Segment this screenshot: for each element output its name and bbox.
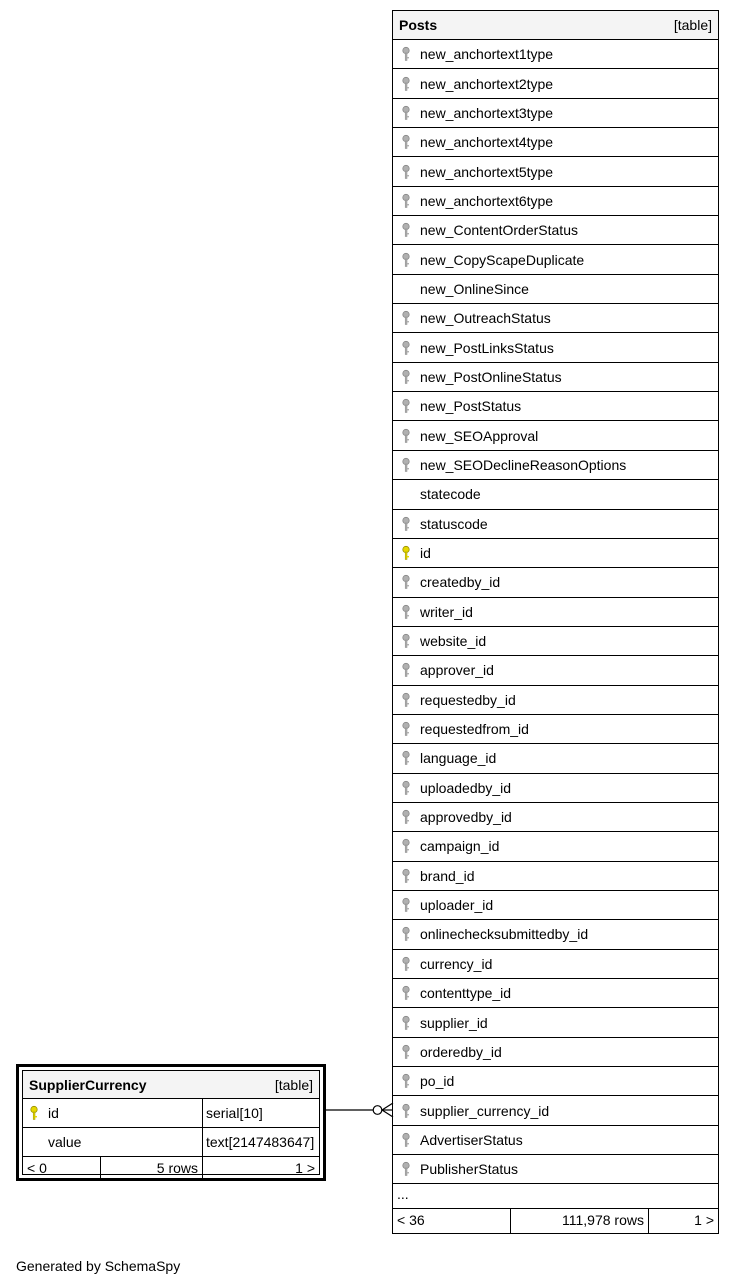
- column-name: website_id: [420, 633, 487, 650]
- foreign-key-icon: [401, 310, 415, 326]
- suppliercurrency-column-row[interactable]: [23, 1128, 319, 1157]
- foreign-key-icon: [401, 428, 415, 444]
- posts-column-row[interactable]: [393, 686, 718, 715]
- foreign-key-icon: [401, 750, 415, 766]
- posts-column-row[interactable]: [393, 715, 718, 744]
- column-name: campaign_id: [420, 838, 500, 855]
- posts-column-row[interactable]: [393, 1126, 718, 1155]
- posts-column-row[interactable]: [393, 99, 718, 128]
- column-name: statuscode: [420, 515, 488, 532]
- column-name: supplier_id: [420, 1014, 488, 1031]
- primary-key-icon: [401, 545, 415, 561]
- column-name: AdvertiserStatus: [420, 1131, 523, 1148]
- column-name: new_anchortext3type: [420, 104, 554, 121]
- foreign-key-icon: [401, 164, 415, 180]
- posts-parents-count[interactable]: < 36: [393, 1209, 511, 1233]
- foreign-key-icon: [401, 1015, 415, 1031]
- posts-column-row[interactable]: [393, 128, 718, 157]
- posts-column-row[interactable]: [393, 69, 718, 98]
- posts-more-columns: ...: [393, 1184, 718, 1209]
- posts-column-row[interactable]: [393, 304, 718, 333]
- generated-by-label: Generated by SchemaSpy: [16, 1258, 181, 1274]
- posts-column-row[interactable]: [393, 157, 718, 186]
- column-name: new_OnlineSince: [420, 280, 529, 297]
- column-name: language_id: [420, 750, 497, 767]
- posts-column-row[interactable]: [393, 539, 718, 568]
- posts-row-count: 111,978 rows: [511, 1209, 649, 1233]
- posts-column-row[interactable]: [393, 40, 718, 69]
- posts-column-row[interactable]: [393, 216, 718, 245]
- foreign-key-icon: [401, 252, 415, 268]
- posts-column-row[interactable]: [393, 1096, 718, 1125]
- foreign-key-icon: [401, 222, 415, 238]
- foreign-key-icon: [401, 105, 415, 121]
- column-name: id: [48, 1105, 59, 1121]
- column-name: new_PostStatus: [420, 398, 522, 415]
- column-name: new_anchortext4type: [420, 134, 554, 151]
- column-type: text[2147483647]: [206, 1134, 315, 1150]
- column-name: brand_id: [420, 867, 475, 884]
- posts-table-name: Posts: [399, 17, 438, 33]
- posts-column-row[interactable]: [393, 891, 718, 920]
- column-name: new_anchortext2type: [420, 75, 554, 92]
- foreign-key-icon: [401, 76, 415, 92]
- foreign-key-icon: [401, 134, 415, 150]
- foreign-key-icon: [401, 721, 415, 737]
- posts-table-kind: [table]: [673, 17, 712, 33]
- foreign-key-icon: [401, 956, 415, 972]
- foreign-key-icon: [401, 809, 415, 825]
- column-name: new_SEOApproval: [420, 427, 539, 444]
- posts-column-row[interactable]: [393, 245, 718, 274]
- foreign-key-icon: [401, 868, 415, 884]
- suppliercurrency-table-name: SupplierCurrency: [29, 1076, 147, 1093]
- column-name: uploadedby_id: [420, 779, 512, 796]
- column-name: requestedby_id: [420, 691, 516, 708]
- column-name: onlinechecksubmittedby_id: [420, 926, 589, 943]
- posts-column-row[interactable]: [393, 363, 718, 392]
- foreign-key-icon: [401, 662, 415, 678]
- column-name: orderedby_id: [420, 1043, 502, 1060]
- column-name: new_SEODeclineReasonOptions: [420, 456, 627, 473]
- column-name: new_CopyScapeDuplicate: [420, 251, 585, 268]
- foreign-key-icon: [401, 516, 415, 532]
- foreign-key-icon: [401, 633, 415, 649]
- posts-column-row[interactable]: [393, 1038, 718, 1067]
- column-name: id: [420, 545, 431, 562]
- suppliercurrency-table-footer: [23, 1157, 319, 1181]
- column-name: supplier_currency_id: [420, 1102, 550, 1119]
- foreign-key-icon: [401, 926, 415, 942]
- posts-column-row[interactable]: [393, 862, 718, 891]
- posts-column-row[interactable]: [393, 392, 718, 421]
- foreign-key-icon: [401, 897, 415, 913]
- posts-column-row[interactable]: [393, 480, 718, 509]
- suppliercurrency-table-kind: [table]: [274, 1076, 313, 1093]
- posts-column-row[interactable]: [393, 832, 718, 861]
- suppliercurrency-table[interactable]: [16, 1064, 326, 1181]
- posts-children-count[interactable]: 1 >: [694, 1212, 714, 1229]
- column-name: new_anchortext5type: [420, 163, 554, 180]
- column-name: contenttype_id: [420, 985, 512, 1002]
- posts-table-header[interactable]: [393, 11, 718, 40]
- posts-column-row[interactable]: [393, 803, 718, 832]
- suppliercurrency-column-row[interactable]: [23, 1099, 319, 1128]
- foreign-key-icon: [401, 692, 415, 708]
- column-name: new_anchortext6type: [420, 192, 554, 209]
- primary-key-icon: [29, 1105, 43, 1121]
- posts-column-row[interactable]: [393, 950, 718, 979]
- foreign-key-icon: [401, 46, 415, 62]
- foreign-key-icon: [401, 1161, 415, 1177]
- posts-column-row[interactable]: [393, 598, 718, 627]
- posts-column-row[interactable]: [393, 744, 718, 773]
- foreign-key-icon: [401, 398, 415, 414]
- posts-column-list: [393, 40, 718, 1184]
- column-name: PublisherStatus: [420, 1161, 519, 1178]
- posts-column-row[interactable]: [393, 1155, 718, 1184]
- foreign-key-icon: [401, 574, 415, 590]
- suppliercurrency-table-header[interactable]: [23, 1071, 319, 1099]
- posts-column-row[interactable]: [393, 333, 718, 362]
- column-name: requestedfrom_id: [420, 721, 529, 738]
- zero-optionality-marker: [373, 1106, 382, 1115]
- column-name: new_OutreachStatus: [420, 310, 551, 327]
- posts-column-row[interactable]: [393, 979, 718, 1008]
- posts-column-row[interactable]: [393, 187, 718, 216]
- suppliercurrency-children-count[interactable]: 1 >: [295, 1160, 315, 1176]
- column-name: approver_id: [420, 662, 494, 679]
- foreign-key-icon: [401, 1103, 415, 1119]
- column-name: createdby_id: [420, 574, 501, 591]
- column-type: serial[10]: [206, 1105, 263, 1121]
- foreign-key-icon: [401, 1132, 415, 1148]
- foreign-key-icon: [401, 604, 415, 620]
- column-name: uploader_id: [420, 897, 494, 914]
- column-name: new_PostLinksStatus: [420, 339, 554, 356]
- posts-column-row[interactable]: [393, 275, 718, 304]
- column-name: statecode: [420, 486, 481, 503]
- suppliercurrency-parents-count[interactable]: < 0: [23, 1157, 101, 1181]
- foreign-key-icon: [401, 340, 415, 356]
- posts-column-row[interactable]: [393, 920, 718, 949]
- foreign-key-icon: [401, 838, 415, 854]
- posts-table[interactable]: [392, 10, 719, 1234]
- column-name: approvedby_id: [420, 809, 512, 826]
- foreign-key-icon: [401, 985, 415, 1001]
- posts-column-row[interactable]: [393, 568, 718, 597]
- column-name: new_anchortext1type: [420, 46, 554, 63]
- column-name: new_ContentOrderStatus: [420, 222, 578, 239]
- column-name: currency_id: [420, 955, 493, 972]
- posts-column-row[interactable]: [393, 774, 718, 803]
- posts-column-row[interactable]: [393, 1008, 718, 1037]
- foreign-key-icon: [401, 193, 415, 209]
- foreign-key-icon: [401, 1044, 415, 1060]
- column-name: po_id: [420, 1073, 455, 1090]
- column-name: value: [48, 1134, 82, 1150]
- suppliercurrency-row-count: 5 rows: [101, 1157, 203, 1181]
- foreign-key-icon: [401, 457, 415, 473]
- foreign-key-icon: [401, 369, 415, 385]
- posts-column-row[interactable]: [393, 1067, 718, 1096]
- column-name: new_PostOnlineStatus: [420, 368, 562, 385]
- posts-table-footer: [393, 1209, 718, 1233]
- posts-column-row[interactable]: [393, 627, 718, 656]
- posts-column-row[interactable]: [393, 451, 718, 480]
- posts-column-row[interactable]: [393, 656, 718, 685]
- posts-column-row[interactable]: [393, 510, 718, 539]
- foreign-key-icon: [401, 780, 415, 796]
- column-name: writer_id: [420, 603, 473, 620]
- foreign-key-icon: [401, 1073, 415, 1089]
- posts-column-row[interactable]: [393, 421, 718, 450]
